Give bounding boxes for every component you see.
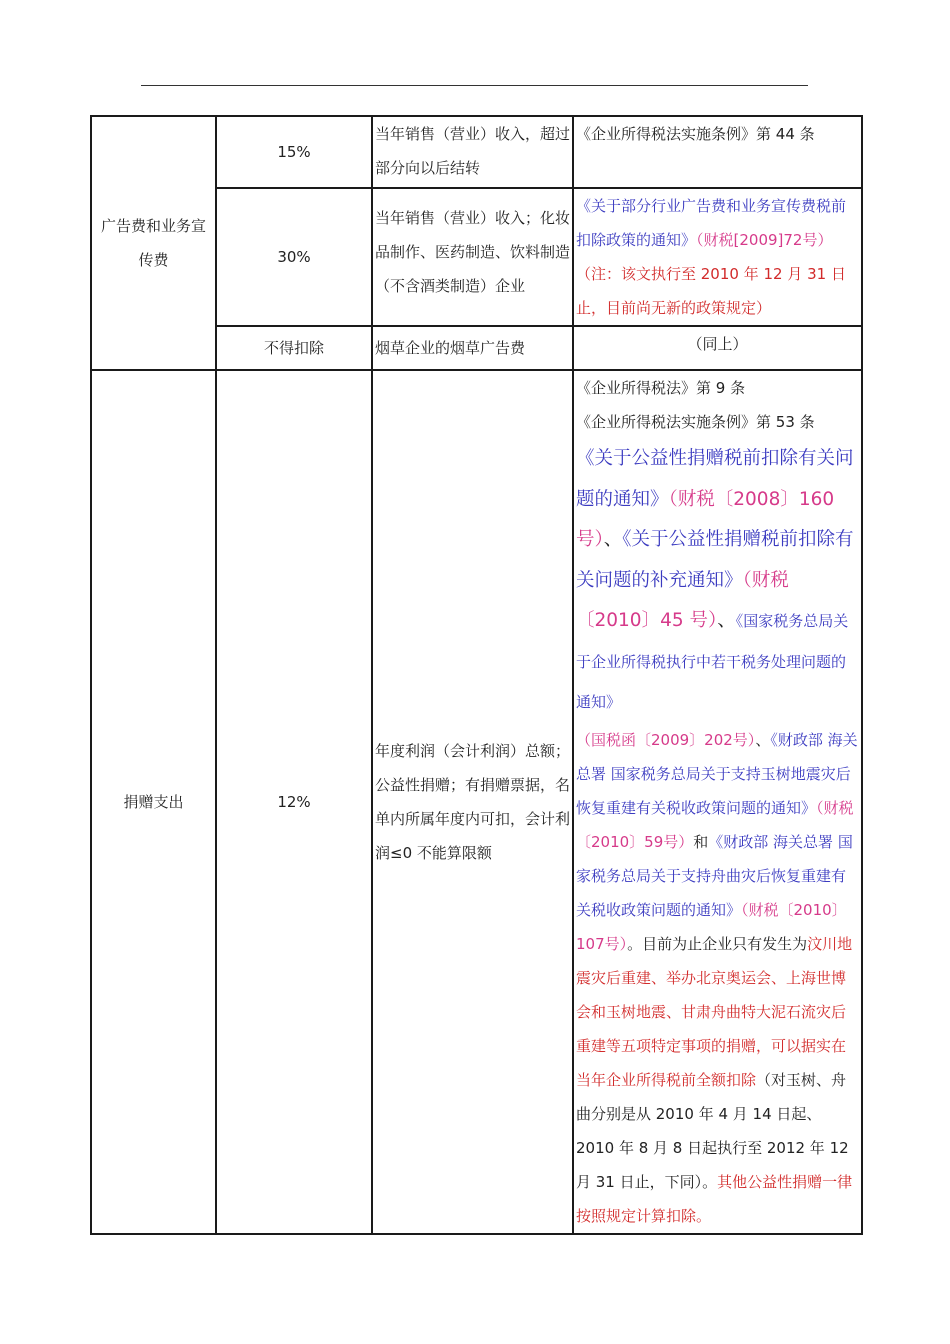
rate-value: 30% bbox=[277, 248, 311, 266]
policy-title: 《财政部 海关总署 国家税务总局关于支持玉树地震灾后恢复重建有关税收政策问题的通知》 bbox=[576, 730, 858, 817]
deduction-table bbox=[90, 115, 863, 1235]
law-reference: 《企业所得税法》第 9 条 bbox=[576, 379, 746, 397]
policy-title: 《国家税务总局关于企业所得税执行中若干税务处理问题的通知》 bbox=[576, 612, 849, 711]
separator: 、 bbox=[755, 730, 771, 749]
policy-title: 《关于公益性捐赠税前扣除有关问题的通知》 bbox=[576, 448, 854, 510]
policy-doc-number: （财税〔2010〕107号） bbox=[576, 900, 847, 953]
category-cell-donation bbox=[91, 370, 216, 1234]
basis-text: 《企业所得税法实施条例》第 44 条 bbox=[576, 125, 815, 143]
policy-text: 。目前为止企业只有发生为 bbox=[627, 934, 808, 953]
policy-title: 《关于部分行业广告费和业务宣传费税前扣除政策的通知》 bbox=[576, 197, 847, 249]
rate-value: 不得扣除 bbox=[263, 339, 324, 357]
separator: 、 bbox=[603, 529, 623, 550]
basis-text: （同上） bbox=[687, 335, 748, 353]
category-label: 广告费和业务宣传费 bbox=[100, 217, 206, 269]
policy-doc-number: （财税〔2008〕160号） bbox=[576, 488, 835, 550]
rate-cell bbox=[216, 188, 372, 326]
rate-cell bbox=[216, 370, 372, 1234]
condition-text: 当年销售（营业）收入；化妆品制作、医药制造、饮料制造（不含酒类制造）企业 bbox=[375, 209, 571, 295]
category-cell-ad bbox=[91, 116, 216, 370]
basis-cell bbox=[573, 188, 862, 326]
condition-text: 当年销售（营业）收入，超过部分向以后结转 bbox=[375, 125, 571, 177]
condition-cell bbox=[372, 116, 573, 188]
category-label: 捐赠支出 bbox=[123, 792, 184, 811]
policy-title: 《财政部 海关总署 国家税务总局关于支持舟曲灾后恢复重建有关税收政策问题的通知》 bbox=[576, 832, 853, 919]
condition-cell bbox=[372, 326, 573, 370]
policy-title: 《关于公益性捐赠税前扣除有关问题的补充通知》 bbox=[576, 529, 854, 591]
table-row bbox=[91, 370, 862, 1234]
rate-value: 15% bbox=[277, 143, 311, 161]
condition-cell bbox=[372, 370, 573, 1234]
basis-cell bbox=[573, 326, 862, 370]
condition-text: 年度利润（会计利润）总额；公益性捐赠；有捐赠票据，名单内所属年度内可扣，会计利润≤0 不能算限额 bbox=[375, 741, 571, 862]
policy-doc-number: （财税[2009]72号） bbox=[696, 231, 833, 249]
policy-note: （注：该文执行至 2010 年 12 月 31 日止，目前尚无新的政策规定） bbox=[576, 265, 846, 317]
condition-text: 烟草企业的烟草广告费 bbox=[375, 339, 526, 357]
basis-cell bbox=[573, 370, 862, 1234]
header-rule bbox=[141, 85, 808, 86]
separator: 和 bbox=[693, 832, 709, 851]
policy-doc-number: （财税〔2010〕45 号） bbox=[576, 569, 789, 631]
rate-value: 12% bbox=[277, 792, 311, 811]
table-row bbox=[91, 116, 862, 188]
separator: 、 bbox=[717, 610, 736, 631]
condition-cell bbox=[372, 188, 573, 326]
rate-cell bbox=[216, 326, 372, 370]
policy-highlight: 其他公益性捐赠一律按照规定计算扣除。 bbox=[576, 1172, 853, 1225]
policy-doc-number: （财税〔2010〕59号） bbox=[576, 798, 854, 851]
basis-cell bbox=[573, 116, 862, 188]
law-reference: 《企业所得税法实施条例》第 53 条 bbox=[576, 413, 815, 431]
policy-highlight: 汶川地震灾后重建、举办北京奥运会、上海世博会和玉树地震、甘肃舟曲特大泥石流灾后重建等五项特定事项的捐赠，可以据实在当年企业所得税前全额扣除 bbox=[576, 934, 853, 1089]
policy-doc-number: （国税函〔2009〕202号） bbox=[576, 730, 756, 749]
policy-text: （对玉树、舟曲分别是从 2010 年 4 月 14 日起、2010 年 8 月 8 日起执行至 2012 年 12 月 31 日止，下同）。 bbox=[576, 1070, 849, 1191]
rate-cell bbox=[216, 116, 372, 188]
